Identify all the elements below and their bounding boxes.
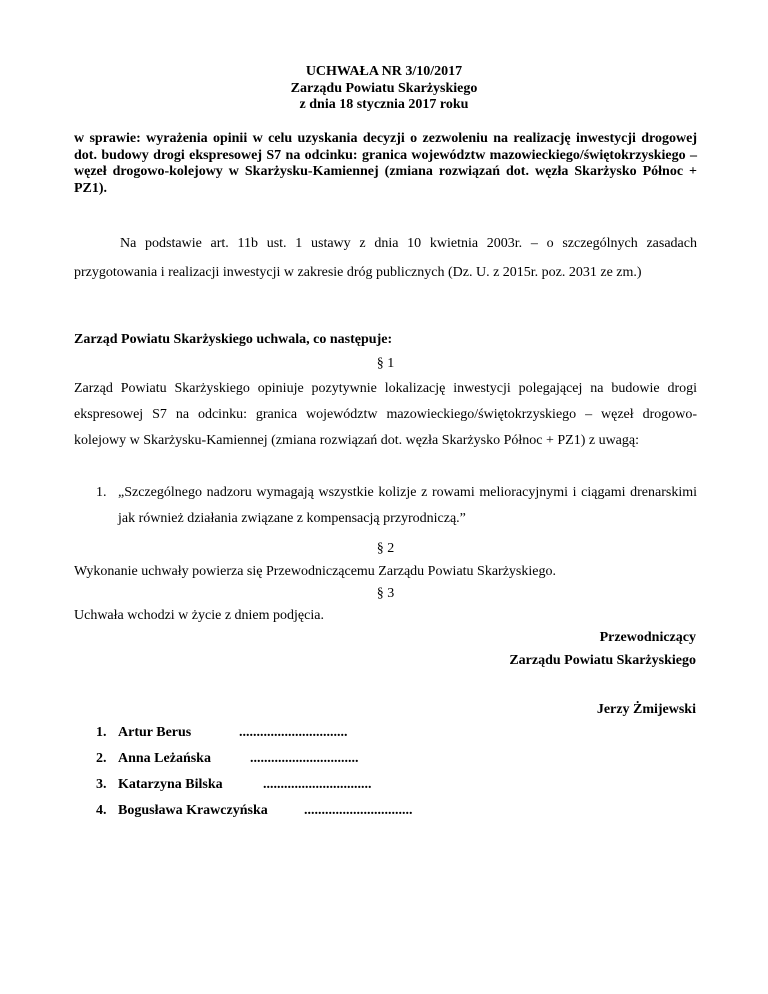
- member-row: [96, 746, 413, 772]
- section-3-text: Uchwała wchodzi w życie z dniem podjęcia.: [74, 608, 324, 623]
- signature-name: Jerzy Żmijewski: [596, 702, 696, 717]
- resolution-date: z dnia 18 stycznia 2017 roku: [299, 97, 469, 112]
- signature-line: ...............................: [250, 751, 359, 766]
- section-2-mark: § 2: [376, 541, 395, 556]
- member-number: 1.: [96, 725, 107, 740]
- member-name: Anna Leżańska: [118, 751, 211, 766]
- member-number: 2.: [96, 751, 107, 766]
- members-list: [96, 720, 413, 824]
- resolves-heading: Zarząd Powiatu Skarżyskiego uchwala, co następuje:: [74, 332, 393, 347]
- section-1-text: Zarząd Powiatu Skarżyskiego opiniuje pozytywnie lokalizację inwestycji polegającej na budowie drogi ekspresowej S7 na odcinku: granica województw mazowieckiego/świętokrzyskiego – węzeł drogowo-kolejowy w Skarżysku-Kamiennej (zmiana rozwiązań dot. węzła Skarżysko Północ + PZ1) z uwagą:: [74, 381, 697, 448]
- signature-line: ...............................: [239, 725, 348, 740]
- section-2-text: Wykonanie uchwały powierza się Przewodniczącemu Zarządu Powiatu Skarżyskiego.: [74, 564, 556, 579]
- member-number: 3.: [96, 777, 107, 792]
- resolution-subject: w sprawie: wyrażenia opinii w celu uzyskania decyzji o zezwoleniu na realizację inwestycji drogowej dot. budowy drogi ekspresowej S7 na odcinku: granica województw mazowieckiego/świętokrzyskiego – węzeł drogowo-kolejowy w Skarżysku-Kamiennej (zmiana rozwiązań dot. węzła Skarżysko Północ + PZ1).: [74, 131, 697, 196]
- signature-line: ...............................: [304, 803, 413, 818]
- signature-line: ...............................: [263, 777, 372, 792]
- member-row: [96, 772, 413, 798]
- member-name: Artur Berus: [118, 725, 192, 740]
- list-item-text: „Szczególnego nadzoru wymagają wszystkie kolizje z rowami melioracyjnymi i ciągami drenarskimi jak również działania związane z kompensacją przyrodniczą.”: [118, 485, 697, 526]
- section-3-mark: § 3: [376, 586, 395, 601]
- member-number: 4.: [96, 803, 107, 818]
- member-row: [96, 798, 413, 824]
- section-1-list-item: [96, 480, 697, 532]
- resolution-title: UCHWAŁA NR 3/10/2017: [305, 64, 463, 79]
- legal-basis: Na podstawie art. 11b ust. 1 ustawy z dnia 10 kwietnia 2003r. – o szczególnych zasadach przygotowania i realizacji inwestycji w zakresie dróg publicznych (Dz. U. z 2015r. poz. 2031 ze zm.): [74, 236, 697, 280]
- section-1-mark: § 1: [376, 356, 395, 371]
- member-name: Bogusława Krawczyńska: [118, 803, 268, 818]
- signature-role: Przewodniczący: [599, 630, 696, 645]
- member-row: [96, 720, 413, 746]
- signature-body: Zarządu Powiatu Skarżyskiego: [509, 653, 696, 668]
- resolution-issuer: Zarządu Powiatu Skarżyskiego: [290, 80, 478, 96]
- resolution-header: [0, 64, 768, 114]
- list-item-number: 1.: [96, 485, 107, 500]
- member-name: Katarzyna Bilska: [118, 777, 223, 792]
